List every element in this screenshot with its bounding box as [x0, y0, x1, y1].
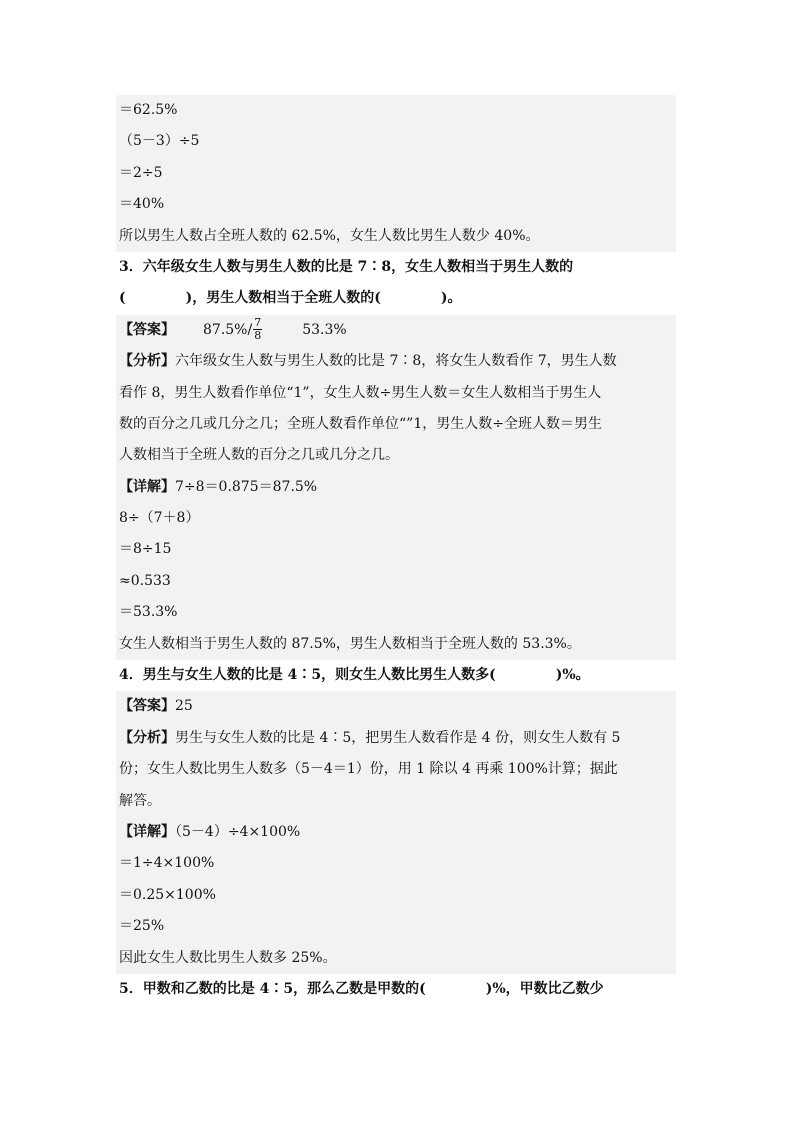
calc-line: ≈0.533 — [116, 566, 676, 597]
analysis-line: 数的百分之几或几分之几；全班人数看作单位“”1，男生人数÷全班人数＝男生 — [116, 409, 676, 440]
calc-line: ＝25% — [116, 911, 676, 942]
question-3-stem-line2: ( )，男生人数相当于全班人数的( )。 — [119, 290, 462, 307]
calc-line: ＝2÷5 — [116, 158, 676, 189]
document-page — [116, 95, 676, 1005]
answer-tag: 【答案】 — [119, 698, 175, 715]
analysis-tag: 【分析】 — [119, 353, 175, 370]
question-3-stem: 3．六年级女生人数与男生人数的比是 7∶8，女生人数相当于男生人数的 — [119, 258, 574, 275]
detail-tag: 【详解】 — [119, 478, 175, 495]
analysis-line: 份；女生人数比男生人数多（5－4＝1）份，用 1 除以 4 再乘 100%计算；据此 — [116, 754, 676, 785]
answer-value: 53.3% — [302, 321, 347, 338]
calc-line: （5－3）÷5 — [116, 126, 676, 157]
answer-tag: 【答案】 — [119, 321, 175, 338]
calc-line: ＝1÷4×100% — [116, 848, 676, 879]
answer-value: 87.5%/ — [203, 321, 253, 338]
answer-line — [116, 691, 676, 722]
calc-line: ＝53.3% — [116, 597, 676, 628]
answer-line — [116, 315, 676, 346]
detail-tag: 【详解】 — [119, 823, 175, 840]
calc-line: ＝8÷15 — [116, 534, 676, 565]
detail-line: 【详解】7÷8＝0.875＝87.5% — [116, 472, 676, 503]
conclusion-text: 所以男生人数占全班人数的 62.5%，女生人数比男生人数少 40%。 — [116, 221, 676, 252]
answer-value: 25 — [175, 698, 193, 715]
analysis-line: 【分析】男生与女生人数的比是 4∶5，把男生人数看作是 4 份，则女生人数有 5 — [116, 723, 676, 754]
detail-line: 【详解】（5－4）÷4×100% — [116, 817, 676, 848]
calc-line: ＝62.5% — [116, 95, 676, 126]
analysis-line: 【分析】六年级女生人数与男生人数的比是 7∶8，将女生人数看作 7，男生人数 — [116, 346, 676, 377]
analysis-line: 解答。 — [116, 786, 676, 817]
calc-line: 8÷（7＋8） — [116, 503, 676, 534]
question-4-stem: 4．男生与女生人数的比是 4∶5，则女生人数比男生人数多( )%。 — [119, 667, 590, 684]
calc-line: ＝0.25×100% — [116, 880, 676, 911]
analysis-tag: 【分析】 — [119, 729, 175, 746]
analysis-line: 人数相当于全班人数的百分之几或几分之几。 — [116, 440, 676, 471]
analysis-line: 看作 8，男生人数看作单位“1”，女生人数÷男生人数＝女生人数相当于男生人 — [116, 378, 676, 409]
question-5-stem: 5．甲数和乙数的比是 4∶5，那么乙数是甲数的( )%，甲数比乙数少 — [119, 980, 604, 997]
answer-fraction: $\frac{7}{8}$ — [254, 316, 262, 343]
calc-line: ＝40% — [116, 189, 676, 220]
conclusion-text: 因此女生人数比男生人数多 25%。 — [116, 943, 676, 974]
conclusion-text: 女生人数相当于男生人数的 87.5%，男生人数相当于全班人数的 53.3%。 — [116, 629, 676, 660]
